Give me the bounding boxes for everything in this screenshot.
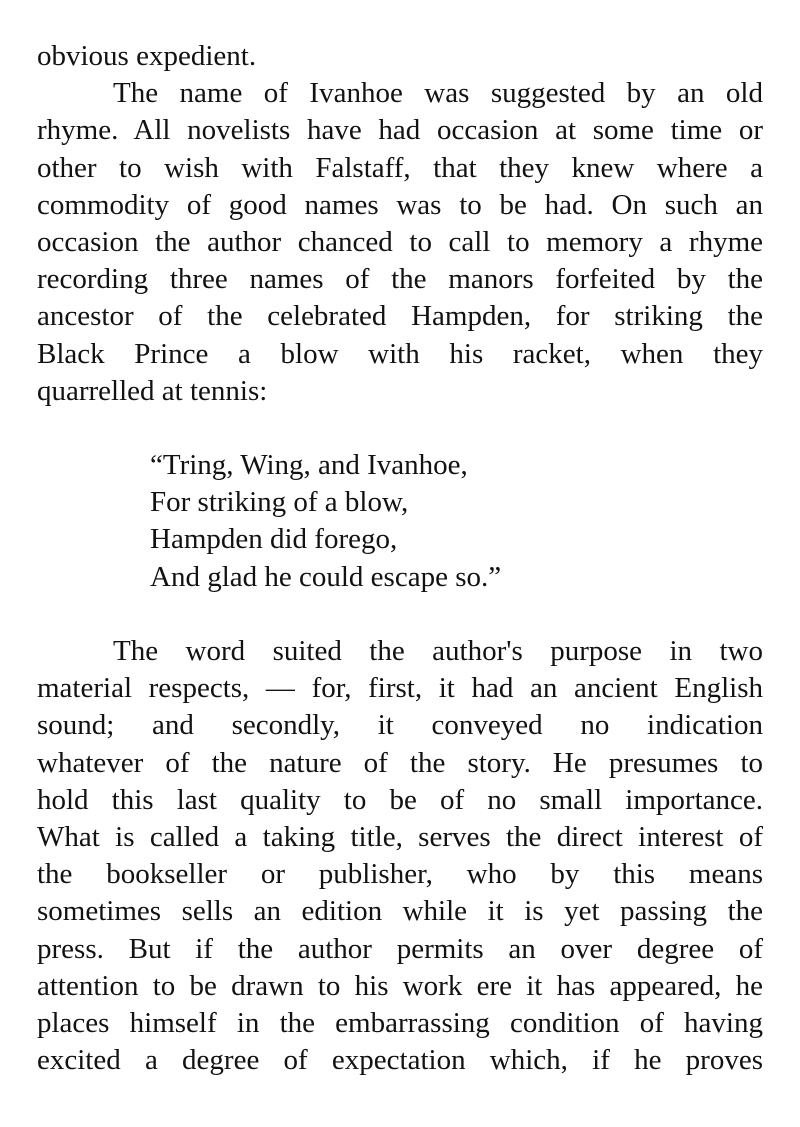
text-line: places himself in the embarrassing condition of having bbox=[37, 1006, 763, 1039]
text-line: quarrelled at tennis: bbox=[37, 374, 268, 407]
text-line: the bookseller or publisher, who by this means bbox=[37, 858, 763, 891]
text-line: The name of Ivanhoe was suggested by an old bbox=[113, 77, 763, 110]
verse-line: Hampden did forego, bbox=[150, 523, 398, 556]
text-line: commodity of good names was to be had. On such an bbox=[37, 188, 763, 221]
text-line: sometimes sells an edition while it is yet passing the bbox=[37, 895, 763, 928]
text-line: other to wish with Falstaff, that they knew where a bbox=[37, 151, 763, 184]
text-line: excited a degree of expectation which, if he proves bbox=[37, 1044, 763, 1077]
text-line: sound; and secondly, it conveyed no indication bbox=[37, 709, 763, 742]
verse-quotation bbox=[150, 447, 763, 596]
text-line: attention to be drawn to his work ere it has appeared, he bbox=[37, 969, 763, 1002]
opening-fragment-line: obvious expedient. bbox=[37, 40, 257, 72]
verse-line: And glad he could escape so.” bbox=[150, 560, 502, 593]
paragraph-1 bbox=[37, 75, 763, 410]
paragraph-2 bbox=[37, 633, 763, 1079]
text-line: whatever of the nature of the story. He presumes to bbox=[37, 746, 763, 779]
text-line: Black Prince a blow with his racket, when they bbox=[37, 337, 763, 370]
text-line: press. But if the author permits an over degree of bbox=[37, 932, 763, 965]
text-line: ancestor of the celebrated Hampden, for striking the bbox=[37, 300, 763, 333]
verse-line: For striking of a blow, bbox=[150, 486, 409, 519]
text-line: The word suited the author's purpose in two bbox=[113, 635, 763, 667]
text-line: recording three names of the manors forfeited by the bbox=[37, 263, 763, 296]
text-line: What is called a taking title, serves the direct interest of bbox=[37, 820, 763, 853]
text-line: material respects, — for, first, it had an ancient English bbox=[37, 672, 763, 705]
text-line: occasion the author chanced to call to memory a rhyme bbox=[37, 225, 763, 258]
text-line: hold this last quality to be of no small importance. bbox=[37, 783, 763, 816]
verse-line: “Tring, Wing, and Ivanhoe, bbox=[150, 449, 468, 482]
text-line: rhyme. All novelists have had occasion at some time or bbox=[37, 114, 763, 147]
